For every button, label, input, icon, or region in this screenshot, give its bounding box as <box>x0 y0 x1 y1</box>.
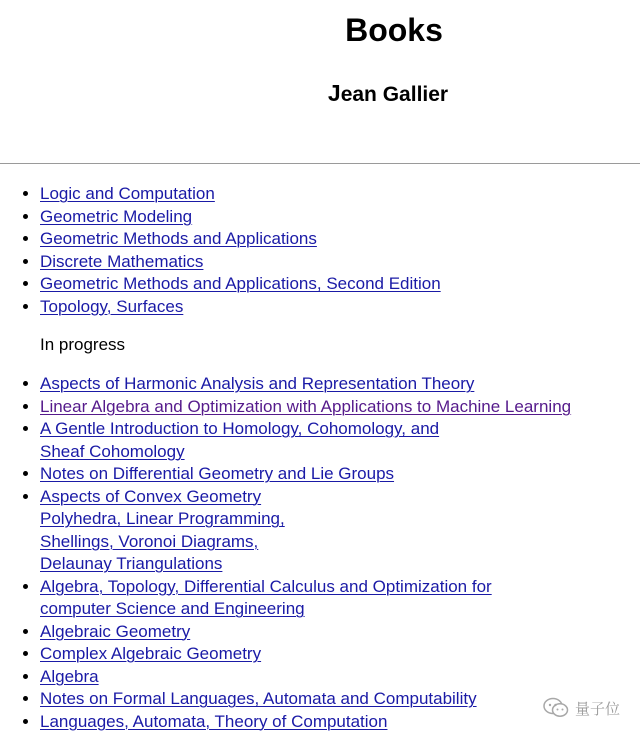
wechat-icon <box>543 697 569 719</box>
list-item <box>40 183 640 206</box>
list-item <box>40 206 640 229</box>
in-progress-heading: In progress <box>40 335 126 354</box>
list-item <box>40 273 640 296</box>
watermark <box>543 697 620 719</box>
list-item <box>40 643 640 666</box>
page-header <box>0 0 640 163</box>
book-link-topology-surfaces[interactable]: Topology, Surfaces <box>40 296 184 316</box>
book-link-complex-algebraic-geometry[interactable]: Complex Algebraic Geometry <box>40 644 262 663</box>
list-item <box>40 396 640 419</box>
list-item <box>40 621 640 644</box>
in-progress-section <box>0 373 640 733</box>
book-link-geometric-methods[interactable]: Geometric Methods and Applications <box>40 229 317 248</box>
list-item <box>40 296 640 319</box>
book-link-algebra[interactable]: Algebra <box>40 666 99 686</box>
horizontal-rule <box>0 163 640 164</box>
list-item <box>40 666 640 689</box>
books-section <box>0 183 640 318</box>
book-link-geometric-methods-2nd[interactable]: Geometric Methods and Applications, Second Edition <box>40 274 441 293</box>
book-link-linear-algebra-ml[interactable]: Linear Algebra and Optimization with Applications to Machine Learning <box>40 396 572 416</box>
book-link-logic-computation[interactable]: Logic and Computation <box>40 184 215 203</box>
book-link-geometric-modeling[interactable]: Geometric Modeling <box>40 206 193 226</box>
list-item <box>40 228 640 251</box>
author-surname: ean Gallier <box>340 83 449 106</box>
book-link-differential-geometry[interactable]: Notes on Differential Geometry and Lie Groups <box>40 464 395 483</box>
list-item <box>40 576 640 621</box>
books-list <box>0 183 640 318</box>
book-link-languages-automata[interactable]: Languages, Automata, Theory of Computation <box>40 711 388 731</box>
author-initial: J <box>327 80 341 106</box>
book-link-homology-cohomology[interactable]: A Gentle Introduction to Homology, Cohomology, and Sheaf Cohomology <box>40 419 440 461</box>
in-progress-list <box>0 373 640 733</box>
list-item <box>40 418 640 463</box>
book-link-convex-geometry[interactable]: Aspects of Convex Geometry Polyhedra, Linear Programming, Shellings, Voronoi Diagrams, Delaunay Triangulations <box>40 486 285 573</box>
list-item <box>40 486 640 576</box>
list-item <box>40 463 640 486</box>
list-item <box>40 251 640 274</box>
book-link-algebraic-geometry[interactable]: Algebraic Geometry <box>40 621 191 641</box>
watermark-text: 量子位 <box>574 700 620 718</box>
list-item <box>40 373 640 396</box>
book-link-harmonic-analysis[interactable]: Aspects of Harmonic Analysis and Representation Theory <box>40 374 475 393</box>
book-link-discrete-mathematics[interactable]: Discrete Mathematics <box>40 251 204 271</box>
book-link-algebra-topology-calculus[interactable]: Algebra, Topology, Differential Calculus and Optimization for computer Science and Engineering <box>40 576 492 618</box>
page-title: Books <box>345 12 443 48</box>
book-link-formal-languages[interactable]: Notes on Formal Languages, Automata and Computability <box>40 689 477 708</box>
author-name <box>0 80 640 107</box>
